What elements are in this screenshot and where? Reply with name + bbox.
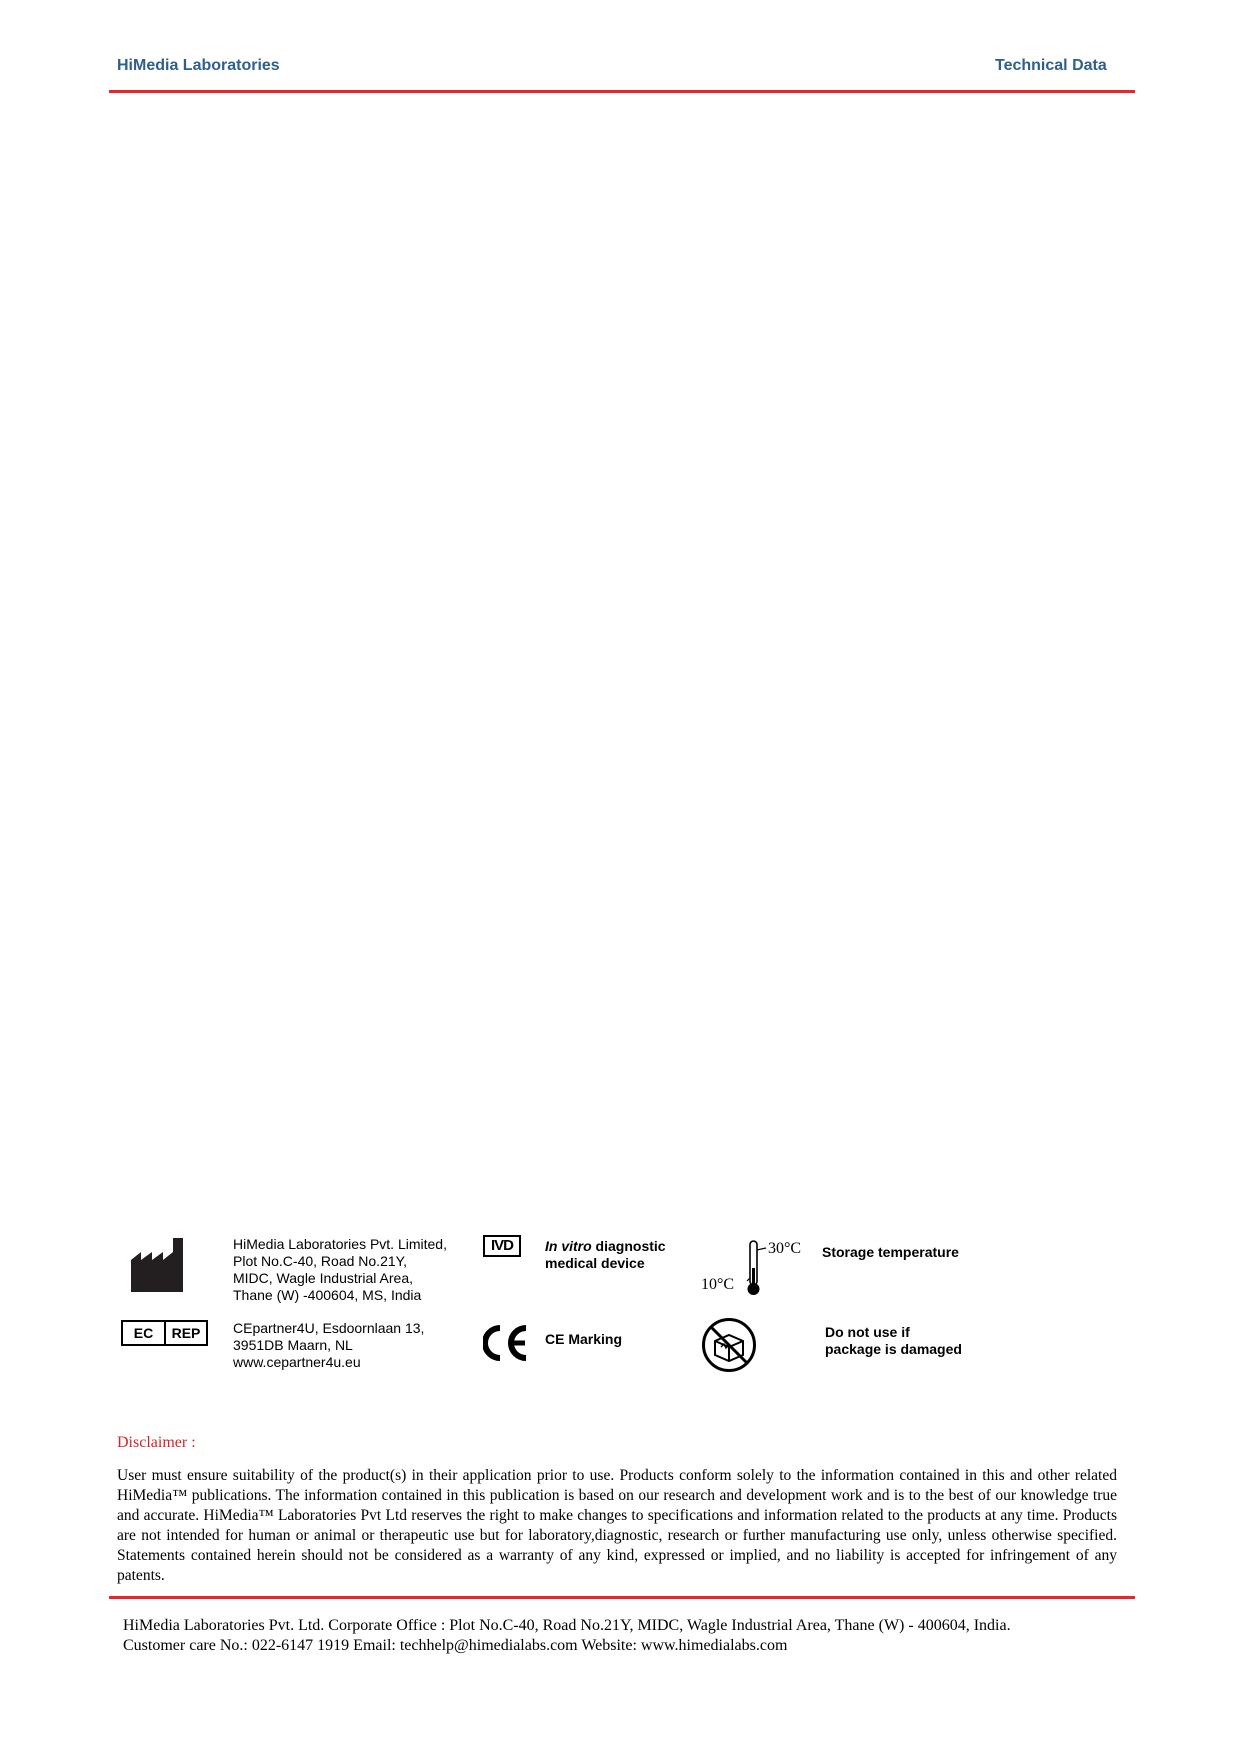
- ivd-italic: In vitro: [545, 1238, 592, 1254]
- damaged-package-icon: [701, 1317, 757, 1373]
- ec-rep-line: CEpartner4U, Esdoornlaan 13,: [233, 1320, 425, 1336]
- ec-text: EC: [123, 1322, 166, 1344]
- ec-rep-icon: [121, 1320, 208, 1346]
- ce-label: CE Marking: [545, 1331, 623, 1347]
- ec-rep-line: www.cepartner4u.eu: [233, 1354, 361, 1370]
- footer-address: [123, 1616, 1011, 1656]
- damaged-line: package is damaged: [825, 1341, 962, 1357]
- header-doc-type: Technical Data: [995, 57, 1107, 74]
- ivd-line2: medical device: [545, 1255, 645, 1271]
- damaged-label: [825, 1324, 962, 1358]
- ivd-badge-icon: IVD: [483, 1235, 521, 1257]
- thermometer-icon: [745, 1240, 767, 1298]
- footer-rule: [109, 1596, 1135, 1599]
- ec-rep-address: [233, 1320, 424, 1371]
- damaged-line: Do not use if: [825, 1324, 910, 1340]
- storage-low: 10°C: [701, 1276, 735, 1293]
- ec-rep-line: 3951DB Maarn, NL: [233, 1337, 353, 1353]
- manufacturer-line: MIDC, Wagle Industrial Area,: [233, 1270, 413, 1286]
- manufacturer-line: Thane (W) -400604, MS, India: [233, 1287, 422, 1303]
- ivd-label: [545, 1238, 666, 1272]
- footer-line: HiMedia Laboratories Pvt. Ltd. Corporate Office : Plot No.C-40, Road No.21Y, MIDC, Wagle Industrial Area, Thane (W) - 400604, India.: [123, 1617, 1011, 1634]
- disclaimer-title: Disclaimer :: [117, 1434, 196, 1451]
- ivd-rest: diagnostic: [591, 1238, 666, 1254]
- manufacturer-line: HiMedia Laboratories Pvt. Limited,: [233, 1236, 447, 1252]
- rep-text: REP: [171, 1325, 201, 1341]
- manufacturer-line: Plot No.C-40, Road No.21Y,: [233, 1253, 408, 1269]
- footer-line: Customer care No.: 022-6147 1919 Email: techhelp@himedialabs.com Website: www.himedialabs.com: [123, 1637, 788, 1654]
- ce-mark-icon: [483, 1324, 529, 1362]
- header-rule: [109, 90, 1135, 93]
- disclaimer-body: User must ensure suitability of the product(s) in their application prior to use. Products conform solely to the information contained in this and other related HiMedia™ publications. The information contained in this publication is based on our research and development work and is to the best of our knowledge true and accurate. HiMedia™ Laboratories Pvt Ltd reserves the right to make changes to specifications and information related to the products at any time. Products are not intended for human or animal or therapeutic use but for laboratory,diagnostic, research or further manufacturing use only, unless otherwise specified. Statements contained herein should not be considered as a warranty of any kind, expressed or implied, and no liability is accepted for infringement of any patents.: [117, 1467, 1117, 1584]
- storage-high: 30°C: [768, 1240, 802, 1257]
- factory-icon: [131, 1238, 187, 1292]
- header-company: HiMedia Laboratories: [117, 57, 280, 74]
- manufacturer-address: [233, 1236, 447, 1304]
- storage-label: Storage temperature: [822, 1244, 959, 1260]
